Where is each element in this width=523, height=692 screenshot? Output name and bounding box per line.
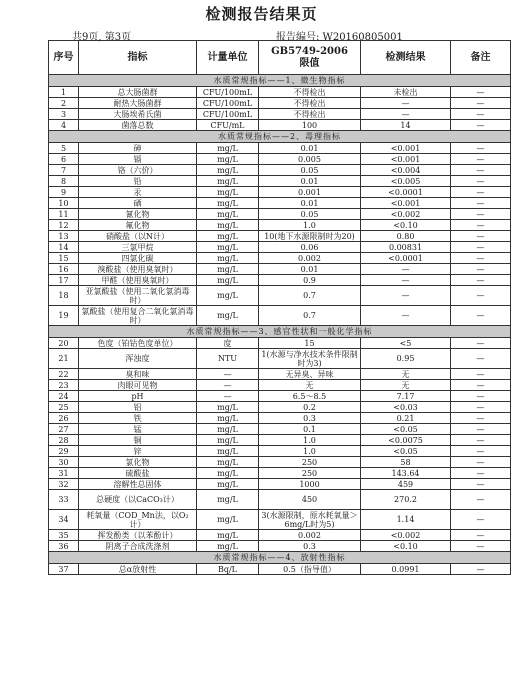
table-row [49,490,511,510]
cell-remark: — [451,369,511,380]
cell-indicator: 锰 [79,424,197,435]
cell-limit: 0.002 [259,530,361,541]
cell-unit: mg/L [197,286,259,306]
cell-result: — [361,306,451,326]
cell-result: <0.0001 [361,253,451,264]
cell-index: 32 [49,479,79,490]
cell-index: 20 [49,338,79,349]
cell-index: 9 [49,187,79,198]
cell-limit: 15 [259,338,361,349]
cell-indicator: 臭和味 [79,369,197,380]
cell-indicator: 硒 [79,198,197,209]
cell-unit: 度 [197,338,259,349]
cell-remark: — [451,253,511,264]
cell-indicator: 菌落总数 [79,120,197,131]
cell-unit: mg/L [197,479,259,490]
header-limit: GB5749-2006 限值 [259,41,361,75]
cell-remark: — [451,380,511,391]
cell-limit: 0.06 [259,242,361,253]
table-row [49,457,511,468]
cell-result: 0.00831 [361,242,451,253]
cell-indicator: 硝酸盐（以N计） [79,231,197,242]
page-count: 共9页, 第3页 [72,32,132,43]
table-row [49,349,511,369]
cell-limit: 0.05 [259,165,361,176]
cell-indicator: 汞 [79,187,197,198]
table-row [49,209,511,220]
table-row [49,391,511,402]
cell-remark: — [451,242,511,253]
cell-limit: 0.05 [259,209,361,220]
cell-indicator: 硫酸盐 [79,468,197,479]
table-row [49,446,511,457]
table-row [49,424,511,435]
page-title: 检测报告结果页 [205,5,318,23]
header-remark: 备注 [451,41,511,75]
cell-index: 16 [49,264,79,275]
cell-unit: mg/L [197,435,259,446]
cell-result: <0.03 [361,402,451,413]
cell-indicator: 氟化物 [79,220,197,231]
cell-result: — [361,109,451,120]
cell-indicator: 镉 [79,154,197,165]
cell-remark: — [451,220,511,231]
cell-limit: 不得检出 [259,87,361,98]
cell-index: 19 [49,306,79,326]
cell-result: <0.001 [361,154,451,165]
cell-index: 25 [49,402,79,413]
cell-indicator: 铜 [79,435,197,446]
cell-unit: mg/L [197,541,259,552]
cell-unit: mg/L [197,143,259,154]
cell-limit: 0.002 [259,253,361,264]
cell-unit: mg/L [197,220,259,231]
cell-limit: 0.3 [259,413,361,424]
cell-indicator: 铬（六价） [79,165,197,176]
cell-index: 26 [49,413,79,424]
cell-limit: 0.9 [259,275,361,286]
header-indicator: 指标 [79,41,197,75]
cell-limit: 10(地下水源限制时为20) [259,231,361,242]
cell-result: 无 [361,380,451,391]
cell-indicator: 铁 [79,413,197,424]
cell-limit: 不得检出 [259,98,361,109]
table-row [49,306,511,326]
cell-remark: — [451,457,511,468]
cell-result: <0.002 [361,530,451,541]
cell-index: 15 [49,253,79,264]
cell-limit: 0.001 [259,187,361,198]
table-row [49,253,511,264]
cell-index: 21 [49,349,79,369]
cell-index: 7 [49,165,79,176]
cell-index: 14 [49,242,79,253]
cell-unit: mg/L [197,253,259,264]
header-result: 检测结果 [361,41,451,75]
cell-index: 1 [49,87,79,98]
cell-result: 0.80 [361,231,451,242]
header-unit: 计量单位 [197,41,259,75]
cell-limit: 250 [259,457,361,468]
cell-index: 6 [49,154,79,165]
cell-indicator: 浑浊度 [79,349,197,369]
cell-indicator: 总大肠菌群 [79,87,197,98]
cell-index: 13 [49,231,79,242]
cell-indicator: 挥发酚类（以苯酚计） [79,530,197,541]
cell-result: 0.21 [361,413,451,424]
cell-index: 3 [49,109,79,120]
cell-remark: — [451,198,511,209]
cell-indicator: 耐热大肠菌群 [79,98,197,109]
cell-unit: mg/L [197,306,259,326]
cell-result: <0.002 [361,209,451,220]
cell-unit: Bq/L [197,564,259,575]
cell-remark: — [451,275,511,286]
cell-remark: — [451,87,511,98]
table-row [49,413,511,424]
cell-unit: CFU/100mL [197,87,259,98]
cell-limit: 0.01 [259,198,361,209]
cell-unit: mg/L [197,457,259,468]
cell-unit: mg/L [197,209,259,220]
cell-remark: — [451,143,511,154]
cell-limit: 1000 [259,479,361,490]
cell-remark: — [451,468,511,479]
cell-index: 11 [49,209,79,220]
table-row [49,242,511,253]
cell-indicator: 大肠埃希氏菌 [79,109,197,120]
cell-limit: 0.7 [259,286,361,306]
table-row [49,564,511,575]
cell-unit: — [197,369,259,380]
cell-indicator: 色度（铂钴色度单位） [79,338,197,349]
cell-result: 无 [361,369,451,380]
cell-indicator: 亚氯酸盐（使用二氧化氯消毒时） [79,286,197,306]
table-row [49,468,511,479]
cell-remark: — [451,338,511,349]
cell-result: <0.001 [361,198,451,209]
cell-indicator: 肉眼可见物 [79,380,197,391]
cell-unit: mg/L [197,242,259,253]
cell-unit: mg/L [197,187,259,198]
cell-unit: CFU/mL [197,120,259,131]
cell-unit: CFU/100mL [197,98,259,109]
cell-result: 270.2 [361,490,451,510]
cell-indicator: 总α放射性 [79,564,197,575]
cell-index: 22 [49,369,79,380]
cell-index: 28 [49,435,79,446]
cell-remark: — [451,402,511,413]
cell-indicator: 三氯甲烷 [79,242,197,253]
table-row [49,264,511,275]
table-row [49,479,511,490]
cell-indicator: 氯化物 [79,457,197,468]
cell-remark: — [451,479,511,490]
cell-indicator: 锌 [79,446,197,457]
table-row [49,380,511,391]
cell-index: 31 [49,468,79,479]
cell-unit: mg/L [197,468,259,479]
table-row [49,120,511,131]
section-label: 水质常规指标——4、放射性指标 [49,552,511,564]
cell-unit: mg/L [197,510,259,530]
cell-remark: — [451,490,511,510]
cell-limit: 0.5（指导值） [259,564,361,575]
cell-limit: 450 [259,490,361,510]
table-row [49,187,511,198]
cell-indicator: 溴酸盐（使用臭氧时） [79,264,197,275]
cell-result: 未检出 [361,87,451,98]
section-row [49,552,511,564]
cell-index: 24 [49,391,79,402]
cell-unit: NTU [197,349,259,369]
cell-indicator: 甲醛（使用臭氧时） [79,275,197,286]
cell-result: 0.95 [361,349,451,369]
cell-limit: 1.0 [259,435,361,446]
table-row [49,143,511,154]
cell-remark: — [451,231,511,242]
cell-unit: mg/L [197,154,259,165]
cell-indicator: 氯酸盐（使用复合二氧化氯消毒时） [79,306,197,326]
table-row [49,369,511,380]
cell-result: <0.005 [361,176,451,187]
section-label: 水质常规指标——2、毒理指标 [49,131,511,143]
table-row [49,198,511,209]
cell-limit: 250 [259,468,361,479]
cell-indicator: 铝 [79,402,197,413]
cell-unit: mg/L [197,176,259,187]
cell-index: 37 [49,564,79,575]
cell-unit: mg/L [197,402,259,413]
section-row [49,326,511,338]
cell-indicator: 氰化物 [79,209,197,220]
cell-result: 1.14 [361,510,451,530]
cell-result: <0.0001 [361,187,451,198]
cell-unit: mg/L [197,198,259,209]
cell-index: 10 [49,198,79,209]
table-row [49,176,511,187]
section-label: 水质常规指标——1、微生物指标 [49,75,511,87]
cell-index: 2 [49,98,79,109]
cell-index: 27 [49,424,79,435]
table-row [49,402,511,413]
header-index: 序号 [49,41,79,75]
cell-unit: CFU/100mL [197,109,259,120]
cell-limit: 100 [259,120,361,131]
cell-limit: 0.01 [259,143,361,154]
cell-index: 30 [49,457,79,468]
cell-unit: mg/L [197,490,259,510]
cell-result: — [361,264,451,275]
cell-remark: — [451,264,511,275]
table-row [49,220,511,231]
cell-remark: — [451,154,511,165]
table-row [49,87,511,98]
cell-remark: — [451,109,511,120]
cell-index: 5 [49,143,79,154]
cell-remark: — [451,530,511,541]
cell-result: 0.0991 [361,564,451,575]
cell-result: — [361,286,451,306]
table-row [49,154,511,165]
cell-remark: — [451,176,511,187]
cell-unit: — [197,391,259,402]
cell-result: <0.10 [361,541,451,552]
cell-remark: — [451,446,511,457]
cell-remark: — [451,120,511,131]
cell-index: 36 [49,541,79,552]
table-row [49,541,511,552]
cell-limit: 0.3 [259,541,361,552]
table-row [49,231,511,242]
table-row [49,109,511,120]
table-row [49,275,511,286]
cell-limit: 0.01 [259,264,361,275]
cell-unit: mg/L [197,446,259,457]
cell-remark: — [451,510,511,530]
cell-remark: — [451,286,511,306]
cell-limit: 0.01 [259,176,361,187]
cell-limit: 0.2 [259,402,361,413]
table-header-row [49,41,511,75]
cell-limit: 无异臭、异味 [259,369,361,380]
cell-index: 23 [49,380,79,391]
cell-limit: 1.0 [259,446,361,457]
cell-index: 17 [49,275,79,286]
cell-indicator: 铅 [79,176,197,187]
cell-result: 7.17 [361,391,451,402]
cell-unit: mg/L [197,275,259,286]
cell-remark: — [451,349,511,369]
cell-unit: mg/L [197,231,259,242]
report-number: 报告编号: W20160805001 [276,32,403,43]
cell-limit: 0.005 [259,154,361,165]
cell-remark: — [451,98,511,109]
table-row [49,98,511,109]
cell-unit: mg/L [197,264,259,275]
cell-indicator: 阴离子合成洗涤剂 [79,541,197,552]
cell-limit: 3(水源限制，原水耗氧量＞6mg/L时为5) [259,510,361,530]
cell-remark: — [451,209,511,220]
results-table [48,40,511,575]
table-row [49,530,511,541]
table-row [49,435,511,446]
cell-remark: — [451,391,511,402]
cell-remark: — [451,541,511,552]
cell-unit: — [197,380,259,391]
cell-remark: — [451,306,511,326]
cell-limit: 0.7 [259,306,361,326]
cell-index: 12 [49,220,79,231]
cell-limit: 6.5～8.5 [259,391,361,402]
cell-indicator: 总硬度（以CaCO₃计） [79,490,197,510]
cell-indicator: 四氯化碳 [79,253,197,264]
cell-result: <0.0075 [361,435,451,446]
cell-result: 14 [361,120,451,131]
cell-index: 29 [49,446,79,457]
cell-remark: — [451,424,511,435]
cell-index: 34 [49,510,79,530]
cell-result: <0.004 [361,165,451,176]
table-row [49,338,511,349]
cell-result: <0.001 [361,143,451,154]
cell-result: — [361,275,451,286]
cell-result: 58 [361,457,451,468]
cell-indicator: pH [79,391,197,402]
cell-remark: — [451,435,511,446]
cell-unit: mg/L [197,413,259,424]
table-row [49,510,511,530]
cell-result: 459 [361,479,451,490]
cell-indicator: 砷 [79,143,197,154]
section-row [49,131,511,143]
cell-indicator: 耗氧量（COD_Mn法，以O₂计） [79,510,197,530]
cell-remark: — [451,564,511,575]
cell-result: <0.05 [361,446,451,457]
cell-index: 18 [49,286,79,306]
cell-result: <0.05 [361,424,451,435]
section-label: 水质常规指标——3、感官性状和一般化学指标 [49,326,511,338]
cell-limit: 1(水源与净水技术条件限制时为3) [259,349,361,369]
cell-index: 4 [49,120,79,131]
cell-unit: mg/L [197,165,259,176]
cell-index: 33 [49,490,79,510]
table-row [49,165,511,176]
cell-limit: 不得检出 [259,109,361,120]
cell-result: — [361,98,451,109]
cell-result: <5 [361,338,451,349]
table-row [49,286,511,306]
cell-index: 8 [49,176,79,187]
cell-result: 143.64 [361,468,451,479]
cell-unit: mg/L [197,424,259,435]
cell-indicator: 溶解性总固体 [79,479,197,490]
cell-remark: — [451,187,511,198]
cell-limit: 1.0 [259,220,361,231]
cell-remark: — [451,413,511,424]
cell-unit: mg/L [197,530,259,541]
cell-index: 35 [49,530,79,541]
cell-remark: — [451,165,511,176]
cell-limit: 无 [259,380,361,391]
cell-result: <0.10 [361,220,451,231]
cell-limit: 0.1 [259,424,361,435]
section-row [49,75,511,87]
